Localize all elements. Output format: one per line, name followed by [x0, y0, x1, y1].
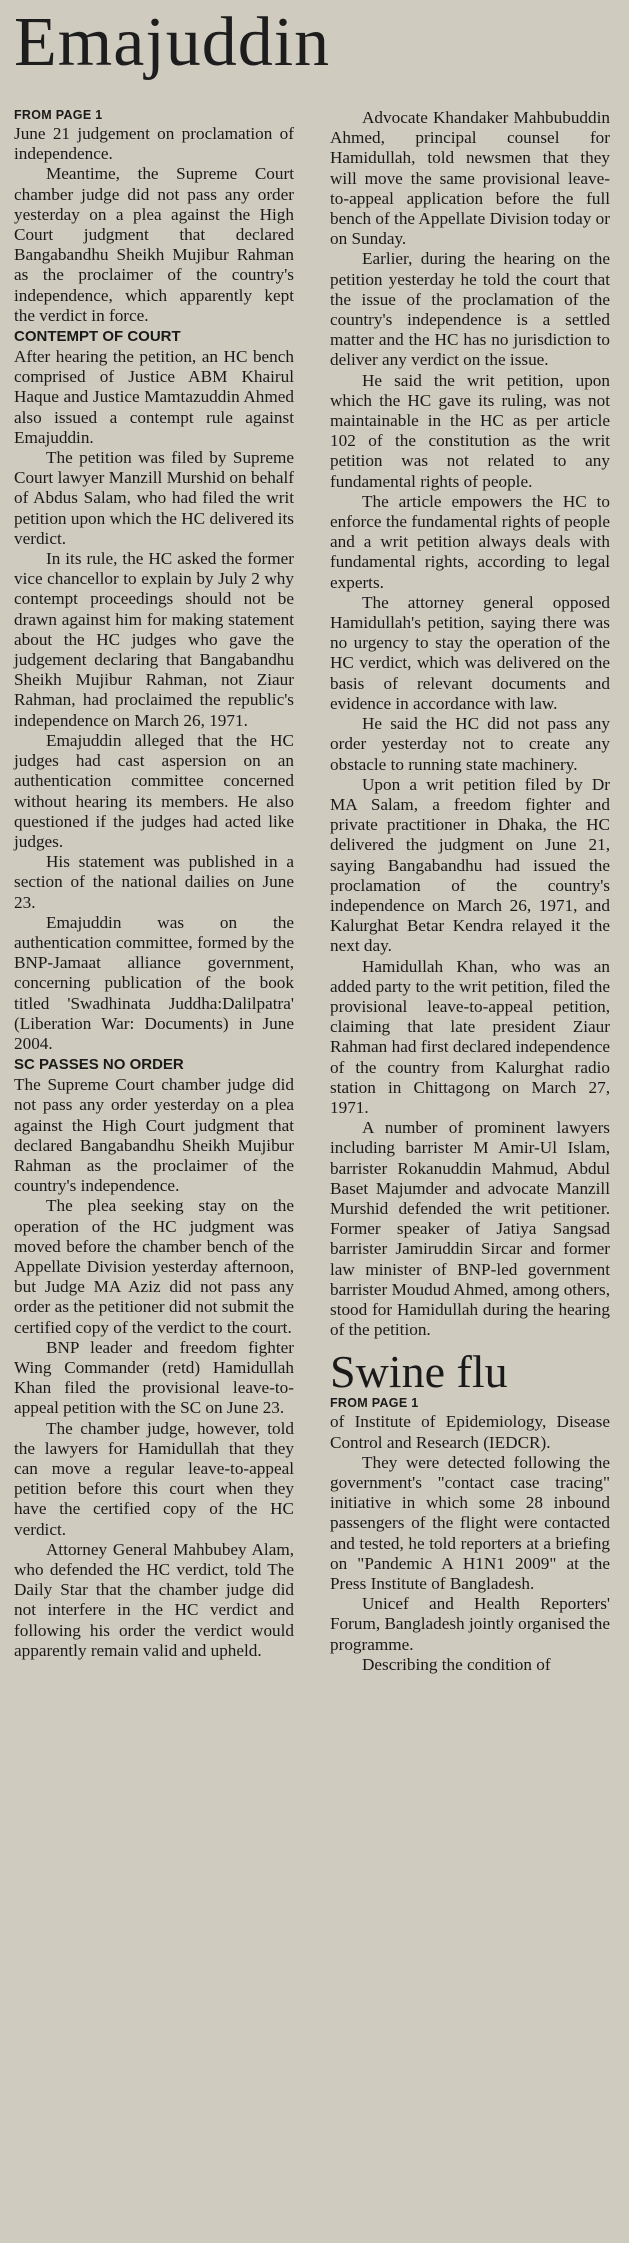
paragraph: In its rule, the HC asked the former vice chancellor to explain by July 2 why contempt proceedings should not be drawn against him for making statement about the HC judges who gave the judgement declaring that Bangabandhu Sheikh Mujibur Rahman, not Ziaur Rahman, had proclaimed the republic's independence on March 26, 1971. [14, 549, 294, 730]
paragraph: The plea seeking stay on the operation of the HC judgment was moved before the chamber bench of the Appellate Division yesterday afternoon, but Judge MA Aziz did not pass any order as the petitioner did not submit the certified copy of the verdict to the court. [14, 1196, 294, 1337]
paragraph: Earlier, during the hearing on the petition yesterday he told the court that the issue of the proclamation of the country's independence is a settled matter and the HC has no jurisdiction to deliver any verdict on the issue. [330, 249, 610, 370]
paragraph: He said the writ petition, upon which the HC gave its ruling, was not maintainable in the HC as per article 102 of the constitution as the writ petition was not related to any fundamental rights of people. [330, 370, 610, 491]
paragraph: Attorney General Mahbubey Alam, who defended the HC verdict, told The Daily Star that the chamber judge did not interfere in the HC verdict and following his order the verdict would apparently remain valid and upheld. [14, 1539, 294, 1660]
paragraph: The attorney general opposed Hamidullah's petition, saying there was no urgency to stay the operation of the HC verdict, which was delivered on the basis of relevant documents and evidence in accordance with law. [330, 592, 610, 713]
paragraph: His statement was published in a section of the national dailies on June 23. [14, 852, 294, 912]
paragraph: Upon a writ petition filed by Dr MA Salam, a freedom fighter and private practitioner in Dhaka, the HC delivered the judgment on June 21, saying Bangabandhu had issued the proclamation of the country's independence on March 26, 1971, and Kalurghat Betar Kendra relayed it the next day. [330, 774, 610, 956]
paragraph: The petition was filed by Supreme Court lawyer Manzill Murshid on behalf of Abdus Salam, who had filed the writ petition upon which the HC delivered its verdict. [14, 448, 294, 548]
from-page-label: FROM PAGE 1 [14, 108, 103, 122]
paragraph: The Supreme Court chamber judge did not pass any order yesterday on a plea against the High Court judgment that declared Bangabandhu Sheikh Mujibur Rahman as the proclaimer of the country's independence. [14, 1075, 294, 1196]
right-column [330, 108, 610, 1675]
paragraph: of Institute of Epidemiology, Disease Control and Research (IEDCR). [330, 1412, 610, 1452]
paragraph: BNP leader and freedom fighter Wing Commander (retd) Hamidullah Khan filed the provisional leave-to-appeal petition with the SC on June 23. [14, 1337, 294, 1418]
subheading: CONTEMPT OF COURT [14, 328, 181, 346]
paragraph: Describing the condition of [362, 1654, 551, 1674]
secondary-headline: Swine flu [330, 1346, 508, 1398]
paragraph: Hamidullah Khan, who was an added party to the writ petition, filed the provisional leave-to-appeal petition, claiming that late president Ziaur Rahman had first declared independence of the country from Kalurghat radio station in Chittagong on March 27, 1971. [330, 956, 610, 1117]
subheading: SC PASSES NO ORDER [14, 1056, 184, 1074]
paragraph: The article empowers the HC to enforce the fundamental rights of people and a writ petition always deals with fundamental rights, according to legal experts. [330, 491, 610, 592]
paragraph: They were detected following the government's "contact case tracing" initiative in which some 28 inbound passengers of the flight were contacted and tested, he told reporters at a briefing on "Pandemic A H1N1 2009" at the Press Institute of Bangladesh. [330, 1452, 610, 1594]
paragraph: The chamber judge, however, told the lawyers for Hamidullah that they can move a regular leave-to-appeal petition before this court when they have the certified copy of the HC verdict. [14, 1418, 294, 1539]
from-page-label: FROM PAGE 1 [330, 1396, 419, 1411]
paragraph: Meantime, the Supreme Court chamber judge did not pass any order yesterday on a plea against the High Court judgment that declared Bangabandhu Sheikh Mujibur Rahman as the proclaimer of the country's independence, which apparently kept the verdict in force. [14, 164, 294, 325]
headline: Emajuddin [14, 4, 331, 81]
paragraph: Emajuddin alleged that the HC judges had cast aspersion on an authentication committee concerned without hearing its members. He also questioned if the judges had acted like judges. [14, 730, 294, 851]
paragraph: After hearing the petition, an HC bench comprised of Justice ABM Khairul Haque and Justice Mamtazuddin Ahmed also issued a contempt rule against Emajuddin. [14, 347, 294, 447]
paragraph: Emajuddin was on the authentication committee, formed by the BNP-Jamaat alliance government, concerning publication of the book titled 'Swadhinata Juddha:Dalilpatra' (Liberation War: Documents) in June 2004. [14, 912, 294, 1053]
paragraph: A number of prominent lawyers including barrister M Amir-Ul Islam, barrister Rokanuddin Mahmud, Abdul Baset Majumder and advocate Manzill Murshid defended the writ petitioner. Former speaker of Jatiya Sangsad barrister Jamiruddin Sircar and former law minister of BNP-led government barrister Moudud Ahmed, among others, stood for Hamidullah during the hearing of the petition. [330, 1118, 610, 1340]
paragraph: June 21 judgement on proclamation of independence. [14, 124, 294, 164]
paragraph: He said the HC did not pass any order yesterday not to create any obstacle to running state machinery. [330, 714, 610, 774]
paragraph: Unicef and Health Reporters' Forum, Bangladesh jointly organised the programme. [330, 1594, 610, 1654]
paragraph: Advocate Khandaker Mahbubuddin Ahmed, principal counsel for Hamidullah, told newsmen that they will move the same provisional leave-to-appeal application before the full bench of the Appellate Division today or on Sunday. [330, 108, 610, 249]
left-column [14, 108, 294, 1661]
